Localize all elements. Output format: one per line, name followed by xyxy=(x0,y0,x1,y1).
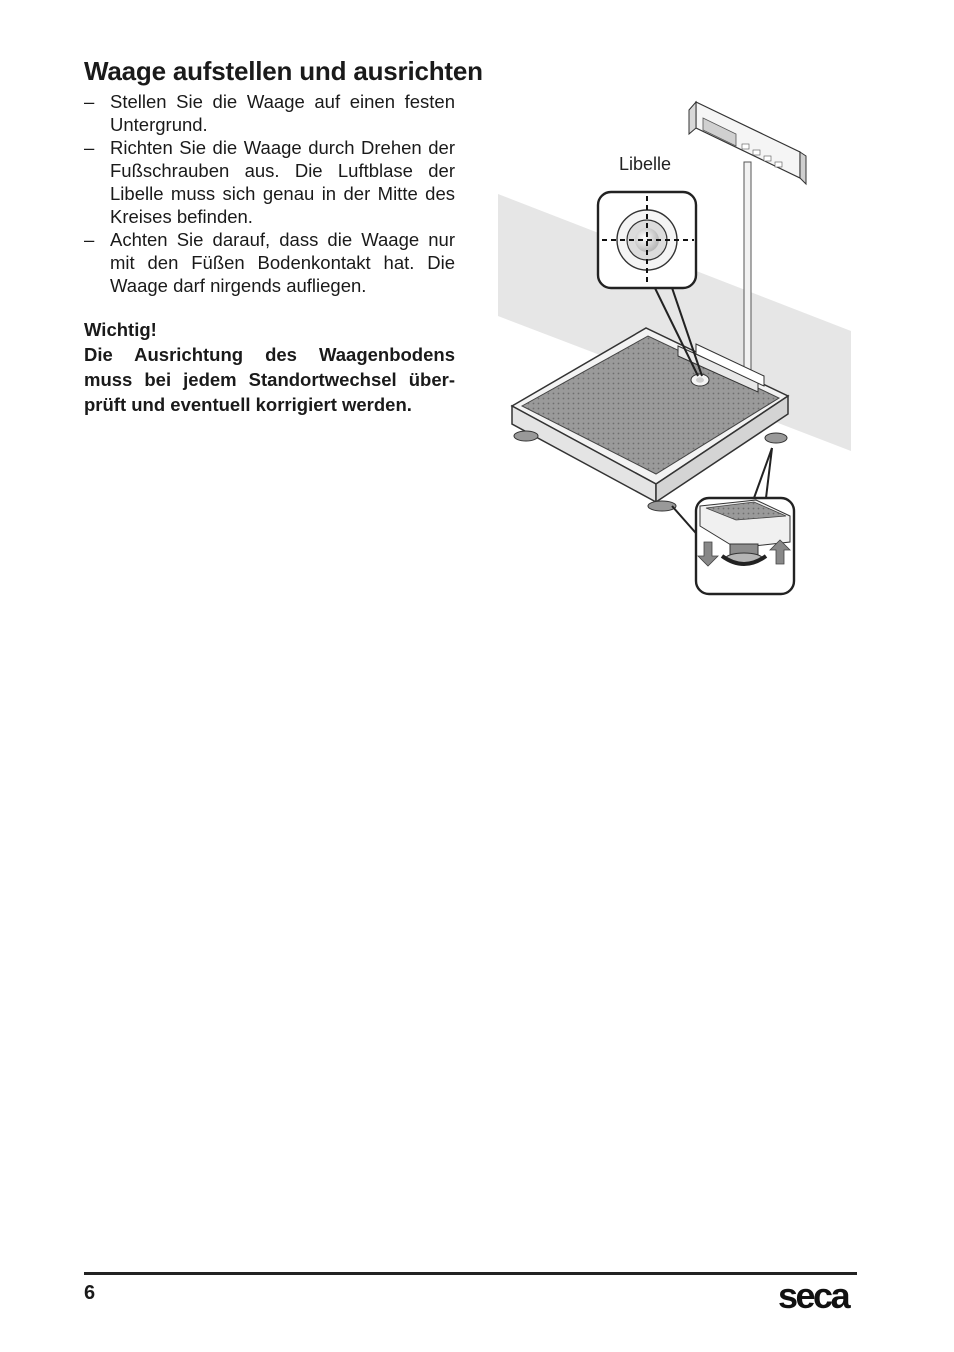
important-note xyxy=(84,317,455,417)
display-column xyxy=(744,162,751,376)
scale-illustration xyxy=(496,96,856,600)
footer-divider xyxy=(84,1272,857,1275)
svg-text:seca: seca xyxy=(778,1276,849,1316)
list-item xyxy=(84,90,455,136)
foot-screw-detail xyxy=(696,498,794,594)
page-title: Waage aufstellen und ausrichten xyxy=(84,56,483,86)
seca-logo xyxy=(778,1276,858,1316)
list-item-text: Stellen Sie die Waage auf einen festen Untergrund. xyxy=(110,91,455,135)
note-body: Die Ausrichtung des Waagenbodens muss bei jedem Standortwechsel überprüft und eventuell korrigiert werden. xyxy=(84,344,455,415)
page-number: 6 xyxy=(84,1282,96,1304)
list-item-text: Achten Sie darauf, dass die Waage nur mit den Füßen Bodenkontakt hat. Die Waage darf nirgends aufliegen. xyxy=(110,229,455,296)
list-item xyxy=(84,136,455,228)
note-title: Wichtig! xyxy=(84,319,157,340)
list-bullet: – xyxy=(84,229,95,250)
instruction-list xyxy=(84,90,455,297)
bubble-level-detail xyxy=(598,192,696,288)
list-item-text: Richten Sie die Waage durch Drehen der Fußschrauben aus. Die Luftblase der Libelle muss sich genau in der Mitte des Kreises befinden. xyxy=(110,137,455,227)
list-item xyxy=(84,228,455,297)
list-bullet: – xyxy=(84,137,95,158)
libelle-label: Libelle xyxy=(619,154,672,174)
list-bullet: – xyxy=(84,91,95,112)
